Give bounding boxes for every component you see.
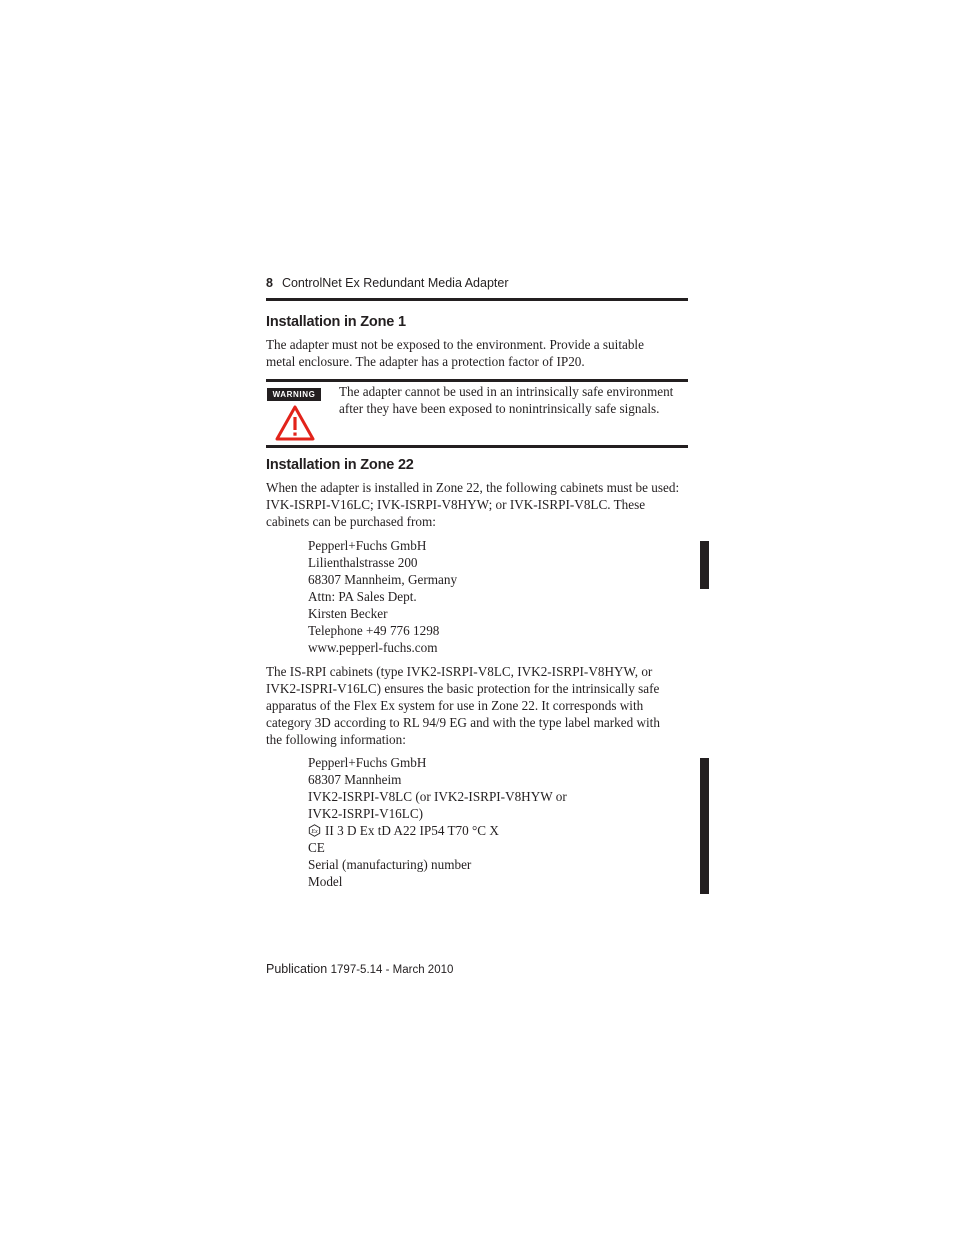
warning-text (339, 383, 689, 417)
paragraph-line: When the adapter is installed in Zone 22, the following cabinets must be used: (266, 480, 680, 495)
svg-text:Ex: Ex (311, 828, 318, 835)
paragraph-line: category 3D according to RL 94/9 EG and with the type label marked with (266, 715, 660, 730)
address-line: Telephone +49 776 1298 (308, 623, 440, 638)
document-title: ControlNet Ex Redundant Media Adapter (281, 276, 509, 290)
page-number: 8 (266, 276, 273, 290)
atex-marking-text: II 3 D Ex tD A22 IP54 T70 °C X (325, 823, 499, 838)
type-label-info (308, 754, 567, 890)
header-rule (266, 298, 688, 301)
label-line: IVK2-ISRPI-V16LC) (308, 806, 424, 821)
label-line: IVK2-ISRPI-V8LC (or IVK2-ISRPI-V8HYW or (308, 789, 567, 804)
warning-label: WARNING (267, 388, 321, 401)
zone1-paragraph (266, 336, 688, 370)
warning-bottom-rule (266, 445, 688, 448)
paragraph-line: The IS-RPI cabinets (type IVK2-ISRPI-V8LC, IVK2-ISRPI-V8HYW, or (266, 664, 653, 679)
footer (266, 962, 453, 976)
address-line: 68307 Mannheim, Germany (308, 572, 458, 587)
paragraph-line: metal enclosure. The adapter has a protection factor of IP20. (266, 354, 585, 369)
running-header (266, 276, 508, 290)
change-bar (700, 758, 709, 894)
warning-text-line: The adapter cannot be used in an intrinsically safe environment (339, 384, 674, 399)
label-line: Model (308, 874, 343, 889)
address-line: Lilienthalstrasse 200 (308, 555, 418, 570)
warning-top-rule (266, 379, 688, 382)
address-line: Pepperl+Fuchs GmbH (308, 538, 427, 553)
label-line: CE (308, 840, 325, 855)
label-line: 68307 Mannheim (308, 772, 402, 787)
paragraph-line: IVK-ISRPI-V16LC; IVK-ISRPI-V8HYW; or IVK-ISRPI-V8LC. These (266, 497, 646, 512)
address-line: Kirsten Becker (308, 606, 388, 621)
zone22-paragraph (266, 479, 688, 530)
paragraph-line: the following information: (266, 732, 406, 747)
paragraph-line: apparatus of the Flex Ex system for use in Zone 22. It corresponds with (266, 698, 644, 713)
isrpi-paragraph (266, 663, 688, 748)
paragraph-line: IVK2-ISPRI-V16LC) ensures the basic protection for the intrinsically safe (266, 681, 660, 696)
ex-hexagon-icon (308, 824, 321, 837)
zone22-heading: Installation in Zone 22 (266, 457, 414, 473)
paragraph-line: cabinets can be purchased from: (266, 514, 436, 529)
atex-marking-line (308, 822, 567, 839)
label-line: Pepperl+Fuchs GmbH (308, 755, 427, 770)
address-line: www.pepperl-fuchs.com (308, 640, 438, 655)
supplier-address (308, 537, 457, 656)
warning-triangle-icon (275, 405, 315, 441)
publication-number: 1797-5.14 - March 2010 (330, 964, 454, 976)
paragraph-line: The adapter must not be exposed to the environment. Provide a suitable (266, 337, 644, 352)
change-bar (700, 541, 709, 589)
zone1-heading: Installation in Zone 1 (266, 314, 406, 330)
label-line: Serial (manufacturing) number (308, 857, 472, 872)
warning-text-line: after they have been exposed to nonintrinsically safe signals. (339, 401, 660, 416)
address-line: Attn: PA Sales Dept. (308, 589, 417, 604)
publication-label: Publication (266, 962, 328, 976)
